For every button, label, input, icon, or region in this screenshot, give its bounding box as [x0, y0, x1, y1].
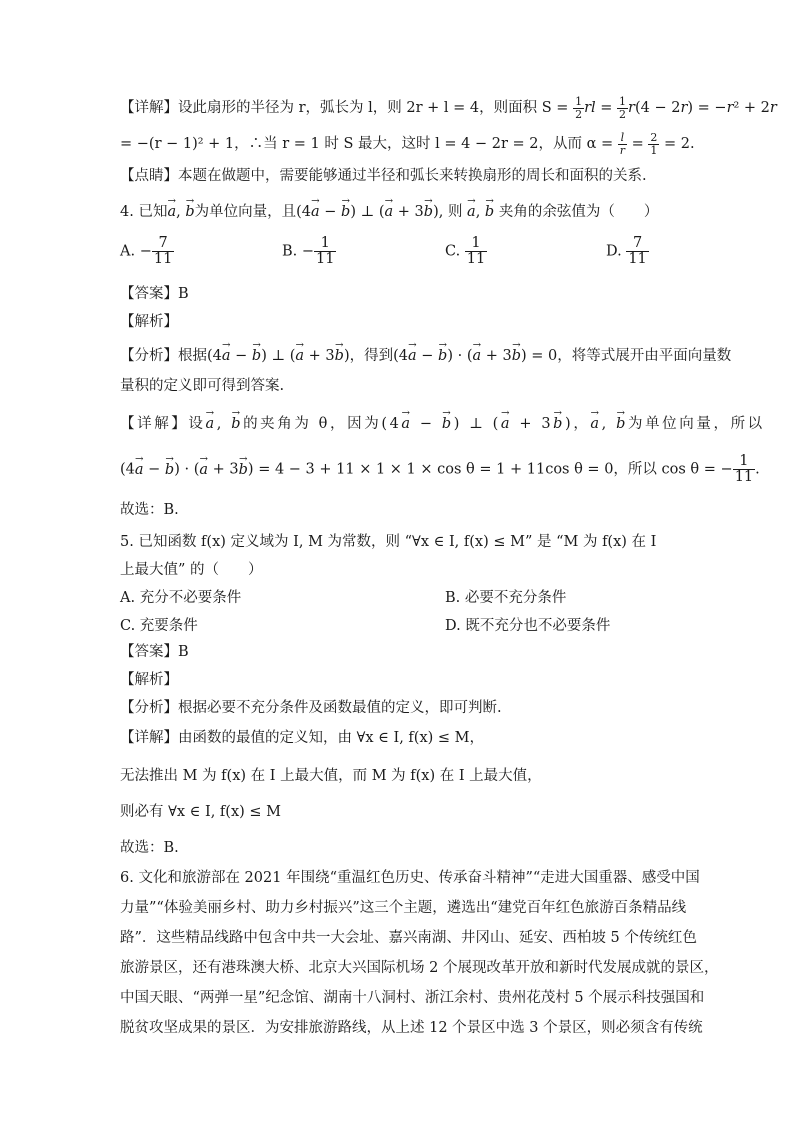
fraction-half: $\frac{1}{2}$	[619, 95, 627, 121]
q6-line5: 中国天眼、“两弹一星”纪念馆、湖南十八洞村、浙江余村、贵州花茂村 5 个展示科技强国和	[120, 990, 705, 1006]
q3-comment-text: 本题在做题中，需要能够通过半径和弧长来转换扇形的周长和面积的关系.	[178, 168, 647, 184]
q4-detail-b: 的夹角为 θ，因为	[243, 416, 382, 432]
q3-detail-text2: = −(r − 1)² + 1，∴当 r = 1 时 S 最大，这时 l = 4 − 2r = 2，从而 α =	[120, 136, 614, 153]
q6-number: 6.	[120, 870, 134, 886]
q4-detail-c: ，	[573, 416, 591, 432]
q3-eq-end: = 2.	[664, 136, 695, 153]
option-text: 充分不必要条件	[139, 590, 242, 606]
detail-tag: 【详解】	[120, 100, 178, 117]
q4-option-c	[445, 236, 487, 267]
option-letter: C.	[120, 618, 136, 634]
q3-detail-line1: 【详解】设此扇形的半径为 r，弧长为 l，则 2r + l = 4，则面积 S = $\frac{1}{2}$ rl = $\frac{1}{2}$ r(4 − 2r) = −r² + 2r	[120, 95, 777, 121]
q4-option-a	[120, 236, 174, 267]
q4-calc: (4→ a − → b) · (→ a + 3→ b) = 4 − 3 + 11 × 1 × 1 × cos θ = 1 + 11cos θ = 0，所以 cos θ = − $\frac{1}{11}$ .	[120, 454, 760, 485]
q4-analysis: 【分析】根据(4→ a − → b) ⊥ (→ a + 3→ b)，得到(4→ a − → b) · (→ a + 3→ b) = 0，将等式展开由平面向量数	[120, 346, 731, 368]
q4-stem-mid: 为单位向量，且	[194, 204, 297, 220]
q5-stem-line1	[120, 532, 656, 554]
q4-detail-d: 为单位向量，所以	[627, 416, 765, 432]
fraction-half: $\frac{1}{2}$	[575, 95, 583, 121]
q5-detail-line2: 无法推出 M 为 f(x) 在 I 上最大值，而 M 为 f(x) 在 I 上最大值，	[120, 768, 542, 784]
q5-option-b	[445, 588, 566, 610]
option-text: 既不充分也不必要条件	[465, 618, 611, 634]
option-letter: C.	[445, 243, 461, 260]
q3-comment	[120, 166, 647, 188]
q5-stem-text1: 已知函数 f(x) 定义域为 I, M 为常数，则 “∀x ∈ I, f(x) ≤ M” 是 “M 为 f(x) 在 I	[138, 534, 657, 550]
q5-option-d	[445, 616, 610, 638]
option-letter: B.	[282, 243, 298, 260]
q6-line4: 旅游景区，还有港珠澳大桥、北京大兴国际机场 2 个展现改革开放和新时代发展成就的景区，	[120, 960, 719, 976]
q4-stem-prefix: 已知	[138, 204, 168, 220]
option-text: 必要不充分条件	[464, 590, 567, 606]
q5-detail-line1	[120, 728, 484, 750]
option-fraction: $\frac{7}{11}$	[153, 235, 173, 268]
option-letter: D.	[445, 618, 461, 634]
q4-option-b	[282, 236, 336, 267]
q4-number: 4.	[120, 204, 134, 220]
q4-choice: 故选：B.	[120, 502, 179, 518]
q5-answer: 【答案】B	[120, 644, 189, 660]
q6-line1	[120, 868, 700, 890]
q4-option-d	[606, 236, 649, 267]
q3-detail-text1: 设此扇形的半径为 r，弧长为 l，则 2r + l = 4，则面积 S =	[178, 100, 569, 117]
option-letter: A.	[120, 590, 136, 606]
option-letter: D.	[606, 243, 622, 260]
option-letter: B.	[445, 590, 461, 606]
option-letter: A.	[120, 243, 136, 260]
option-fraction: $\frac{7}{11}$	[628, 235, 647, 268]
fraction-2-over-1: $\frac{2}{1}$	[650, 131, 658, 157]
option-sign: −	[139, 243, 152, 260]
q6-text: 文化和旅游部在 2021 年围绕“重温红色历史、传承奋斗精神”“走进大国重器、感受中国	[138, 870, 700, 886]
q5-number: 5.	[120, 534, 134, 550]
q5-analysis	[120, 698, 502, 720]
q4-stem: 4. 已知→ a, → b为单位向量，且(4→ a − → b) ⊥ (→ a + 3→ b), 则 → a, → b 夹角的余弦值为（ ）	[120, 202, 658, 224]
q5-stem-line2: 上最大值” 的（ ）	[120, 562, 263, 578]
q4-detail: 【详解】设→ a, → b的夹角为 θ，因为(4→ a − → b) ⊥ (→ a + 3→ b)，→ a, → b为单位向量，所以	[120, 414, 765, 436]
fraction-1-over-11: $\frac{1}{11}$	[734, 453, 754, 486]
q5-detail-text1: 由函数的最值的定义知，由 ∀x ∈ I, f(x) ≤ M，	[178, 730, 485, 746]
q4-stem-end: 夹角的余弦值为（ ）	[498, 204, 659, 220]
detail-tag: 【详解】	[120, 730, 178, 746]
q5-analysis-heading: 【解析】	[120, 672, 178, 688]
comment-tag: 【点睛】	[120, 168, 178, 184]
q4-calc-end: .	[755, 461, 760, 478]
q4-answer: 【答案】B	[120, 286, 189, 302]
q5-analysis-text: 根据必要不充分条件及函数最值的定义，即可判断.	[178, 700, 502, 716]
q4-calc-text: = 4 − 3 + 11 × 1 × 1 × cos θ = 1 + 11cos θ = 0，所以 cos θ = −	[258, 461, 733, 478]
q4-analysis-line2: 量积的定义即可得到答案.	[120, 378, 285, 394]
q4-analysis-c: ，将等式展开由平面向量数	[557, 348, 732, 364]
q4-analysis-b: ，得到	[349, 348, 394, 364]
option-sign: −	[301, 243, 315, 260]
q5-choice: 故选：B.	[120, 840, 179, 856]
q6-line2: 力量”“体验美丽乡村、助力乡村振兴”这三个主题，遴选出“建党百年红色旅游百条精品线	[120, 900, 687, 916]
option-fraction: $\frac{1}{11}$	[316, 235, 335, 268]
analysis-tag: 【分析】	[120, 700, 178, 716]
q5-option-c	[120, 616, 198, 638]
option-fraction: $\frac{1}{11}$	[466, 235, 486, 268]
detail-tag: 【详解】	[120, 416, 189, 432]
fraction-l-over-r: $\frac{l}{r}$	[619, 131, 626, 157]
q6-line3: 路”．这些精品线路中包含中共一大会址、嘉兴南湖、井冈山、延安、西柏坡 5 个传统红色	[120, 930, 697, 946]
q3-detail-line2: = −(r − 1)² + 1，∴当 r = 1 时 S 最大，这时 l = 4 − 2r = 2，从而 α = $\frac{l}{r}$ = $\frac{2}{1}$ = 2.	[120, 131, 695, 157]
q5-option-a	[120, 588, 241, 610]
q4-analysis-heading: 【解析】	[120, 314, 178, 330]
q4-detail-a: 设	[188, 416, 206, 432]
q6-line6: 脱贫攻坚成果的景区．为安排旅游路线，从上述 12 个景区中选 3 个景区，则必须含有传统	[120, 1020, 703, 1036]
analysis-tag: 【分析】	[120, 348, 178, 364]
option-text: 充要条件	[139, 618, 198, 634]
q4-analysis-a: 根据	[178, 348, 207, 364]
q5-detail-line3: 则必有 ∀x ∈ I, f(x) ≤ M	[120, 804, 282, 820]
